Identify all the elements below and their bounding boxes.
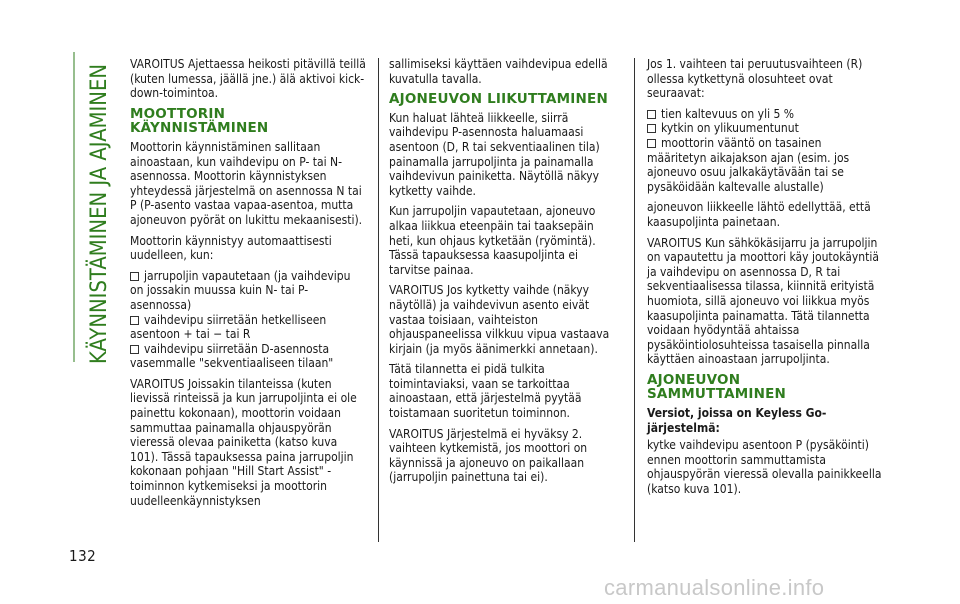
paragraph: Moottorin käynnistyy automaattisesti uudelleen, kun: (130, 233, 332, 263)
paragraph: VAROITUS Ajettaessa heikosti pitävillä teillä (kuten lumessa, jäällä jne.) älä aktivoi kick-down-toimintoa. (130, 57, 366, 101)
paragraph: kytke vaihdevipu asentoon P (pysäköinti) ennen moottorin sammuttamista ohjauspyörän vieressä olevalla painikkeella (katso kuva 101). (647, 438, 882, 497)
bullet-text: vaihdevipu siirretään hetkelliseen asentoon + tai − tai R (130, 312, 327, 342)
bullet-item (130, 342, 366, 371)
watermark: carmanualsonline.info (604, 575, 825, 600)
column-3 (647, 57, 883, 503)
paragraph: Moottorin käynnistäminen sallitaan ainoastaan, kun vaihdevipu on P- tai N-asennossa. Moottorin käynnistyksen yhteydessä järjestelmä on asennossa N tai P (P-asento vastaa vapaa-asentoa, mutta ajoneuvon pyörät on lukittu mekaanisesti). (130, 139, 363, 227)
paragraph: Jos 1. vaihteen tai peruutusvaihteen (R) ollessa kytkettynä olosuhteet ovat seuraavat: (647, 57, 863, 101)
bullet-icon (130, 316, 139, 325)
bullet-text: tien kaltevuus on yli 5 % (661, 106, 795, 121)
warning-paragraph: VAROITUS Kun sähkökäsijarru ja jarrupoljin on vapautettu ja moottori käy joutokäyntiä ja vaihdevipu on asennossa D, R tai sekventiaalisessa tilassa, kiinnitä erityistä huomiota, sillä ajoneuvo voi liikkua myös kaasupoljinta painamatta. Tätä tilannetta voidaan hyödyntää ahtaissa pysäköintiolosuhteissa tasaisella pinnalla käyttäen ainoastaan jarrupoljinta. (647, 235, 879, 367)
warning-paragraph: VAROITUS Jos kytketty vaihde (näkyy näytöllä) ja vaihdevivun asento eivät vastaa toisiaan, vaihteiston ohjauspaneelissa vilkkuu vipua vastaava kirjain (ja myös äänimerkki annetaan). (389, 283, 610, 356)
paragraph: Kun haluat lähteä liikkeelle, siirrä vaihdevipu P-asennosta haluamaasi asentoon (D, R tai sekventiaalinen tila) painamalla jarrupoljinta ja painamalla vaihdevivun painiketta. Näytöllä näkyy kytketty vaihde. (389, 110, 600, 198)
bullet-item (647, 107, 883, 122)
bullet-item (647, 121, 883, 136)
bullet-icon (647, 139, 656, 148)
bullet-icon (130, 272, 139, 281)
chapter-side-title-svg (64, 32, 124, 372)
bullet-item (647, 136, 883, 194)
bullet-text: vaihdevipu siirretään D-asennosta vasemmalle "sekventiaaliseen tilaan" (130, 341, 334, 371)
section-heading: MOOTTORIN KÄYNNISTÄMINEN (130, 105, 269, 137)
bullet-item (130, 269, 366, 313)
section-heading: AJONEUVON SAMMUTTAMINEN (647, 371, 787, 403)
subheading: Versiot, joissa on Keyless Go-järjestelmä: (647, 406, 827, 435)
column-divider (378, 58, 379, 542)
paragraph: sallimiseksi käyttäen vaihdevipua edellä kuvatulla tavalla. (389, 57, 608, 86)
warning-paragraph: VAROITUS Järjestelmä ei hyväksy 2. vaihteen kytkemistä, jos moottori on käynnissä ja ajoneuvo on paikallaan (jarrupoljin painettuna tai ei). (389, 426, 588, 485)
bullet-icon (647, 110, 656, 119)
column-2 (389, 57, 621, 491)
chapter-side-title (64, 32, 124, 372)
section-heading: AJONEUVON LIIKUTTAMINEN (389, 91, 608, 108)
warning-paragraph: VAROITUS Joissakin tilanteissa (kuten lievissä rinteissä ja kun jarrupoljinta ei ole painettu kokonaan), moottorin voidaan sammuttaa painamalla ohjauspyörän vieressä olevaa painiketta (katso kuva 101). Tässä tapauksessa paina jarrupoljin kokonaan pohjaan "Hill Start Assist" -toiminnon kytkemiseksi ja moottorin uudelleenkäynnistyksen (130, 376, 357, 508)
bullet-text: moottorin vääntö on tasainen määritetyn aikajakson ajan (esim. jos ajoneuvo osuu jalkakäytävään tai se pysäköidään kaltevalle alustalle) (647, 135, 850, 194)
bullet-text: jarrupoljin vapautetaan (ja vaihdevipu on jossakin muussa kuin N- tai P-asennossa) (130, 268, 351, 312)
column-1 (130, 57, 366, 514)
column-divider (634, 58, 635, 542)
bullet-item (130, 313, 366, 342)
bullet-text: kytkin on ylikuumentunut (661, 121, 799, 136)
paragraph: Kun jarrupoljin vapautetaan, ajoneuvo alkaa liikkua eteenpäin tai taaksepäin heti, kun ohjaus kytketään (ryömintä). Tässä tapauksessa kaasupoljinta ei tarvitse painaa. (389, 204, 596, 277)
bullet-icon (130, 345, 139, 354)
paragraph: Tätä tilannetta ei pidä tulkita toimintaviaksi, vaan se tarkoittaa ainoastaan, että järjestelmä pyytää toistamaan suoritetun toiminnon. (389, 362, 582, 421)
bullet-icon (647, 124, 656, 133)
page-number: 132 (69, 547, 97, 565)
side-title-text: KÄYNNISTÄMINEN JA AJAMINEN (87, 32, 112, 364)
paragraph: ajoneuvon liikkeelle lähtö edellyttää, että kaasupoljinta painetaan. (647, 200, 871, 229)
